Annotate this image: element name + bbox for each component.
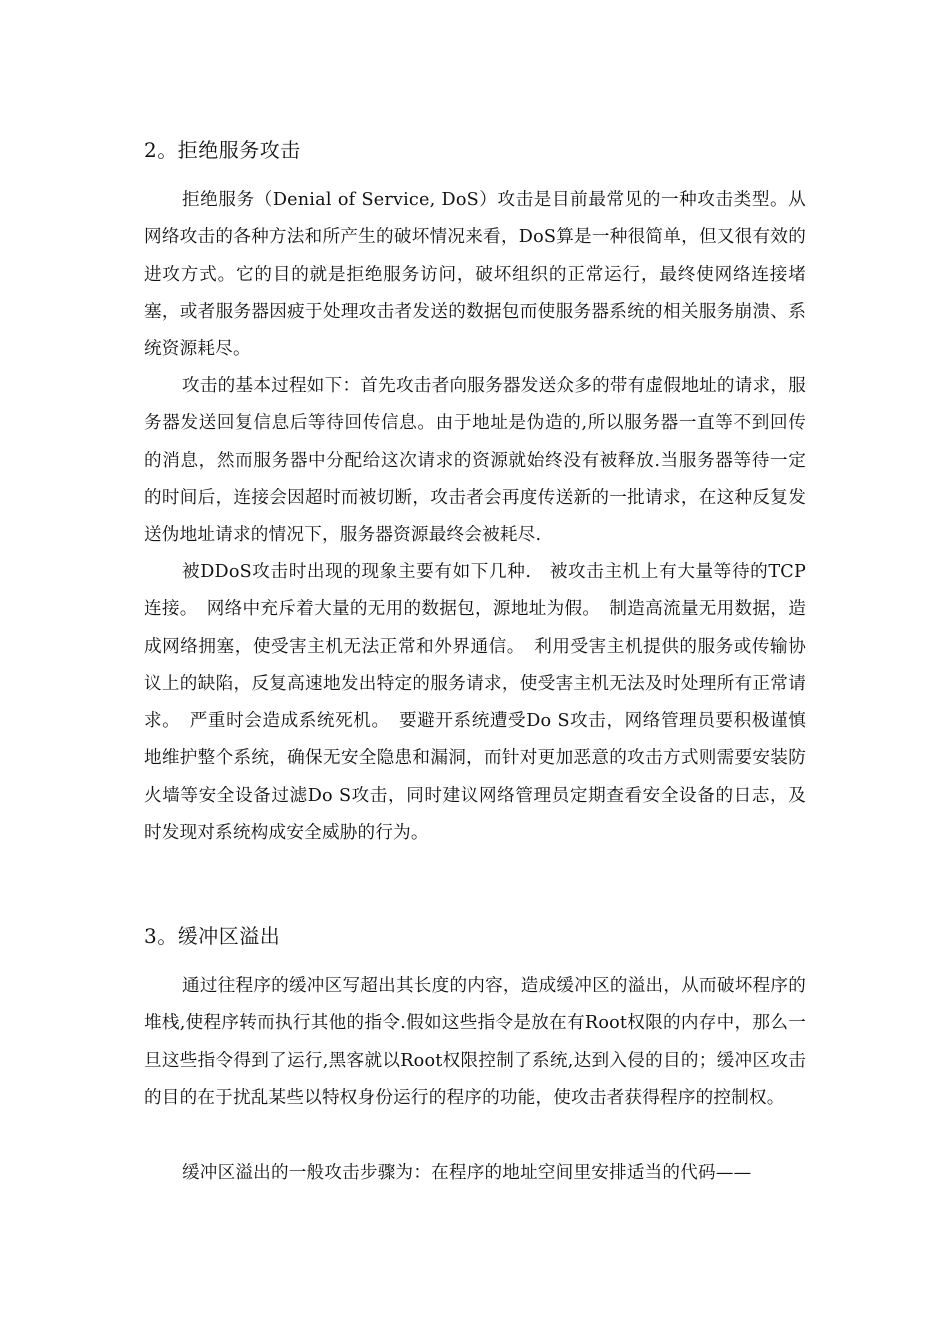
paragraph-buffer-overflow-steps: 缓冲区溢出的一般攻击步骤为：在程序的地址空间里安排适当的代码—— (182, 1163, 752, 1183)
section-heading-dos: 2。拒绝服务攻击 (144, 138, 301, 162)
paragraph-dos-process: 攻击的基本过程如下：首先攻击者向服务器发送众多的带有虚假地址的请求，服务器发送回复信息后等待回传信息。由于地址是伪造的,所以服务器一直等不到回传的消息，然而服务器中分配给这次请求的资源就始终没有被释放.当服务器等待一定的时间后，连接会因超时而被切断，攻击者会再度传送新的一批请求，在这种反复发送伪地址请求的情况下，服务器资源最终会被耗尽. (144, 376, 806, 546)
paragraph-dos-intro: 拒绝服务（Denial of Service, DoS）攻击是目前最常见的一种攻击类型。从网络攻击的各种方法和所产生的破坏情况来看，DoS算是一种很简单，但又很有效的进攻方式。它的目的就是拒绝服务访问，破坏组织的正常运行，最终使网络连接堵塞，或者服务器因疲于处理攻击者发送的数据包而使服务器系统的相关服务崩溃、系统资源耗尽。 (144, 190, 806, 360)
paragraph-ddos-symptoms: 被DDoS攻击时出现的现象主要有如下几种. 被攻击主机上有大量等待的TCP连接。 网络中充斥着大量的无用的数据包，源地址为假。 制造高流量无用数据，造成网络拥塞，使受害主机无法正常和外界通信。 利用受害主机提供的服务或传输协议上的缺陷，反复高速地发出特定的服务请求，使受害主机无法及时处理所有正常请求。 严重时会造成系统死机。 要避开系统遭受Do S攻击，网络管理员要积极谨慎地维护整个系统，确保无安全隐患和漏洞，而针对更加恶意的攻击方式则需要安装防火墙等安全设备过滤Do S攻击，同时建议网络管理员定期查看安全设备的日志，及时发现对系统构成安全威胁的行为。 (144, 562, 806, 844)
section-heading-buffer-overflow: 3。缓冲区溢出 (144, 924, 281, 948)
paragraph-buffer-overflow-intro: 通过往程序的缓冲区写超出其长度的内容，造成缓冲区的溢出，从而破坏程序的堆栈,使程序转而执行其他的指令.假如这些指令是放在有Root权限的内存中，那么一旦这些指令得到了运行,黑客就以Root权限控制了系统,达到入侵的目的；缓冲区攻击的目的在于扰乱某些以特权身份运行的程序的功能，使攻击者获得程序的控制权。 (144, 976, 806, 1108)
